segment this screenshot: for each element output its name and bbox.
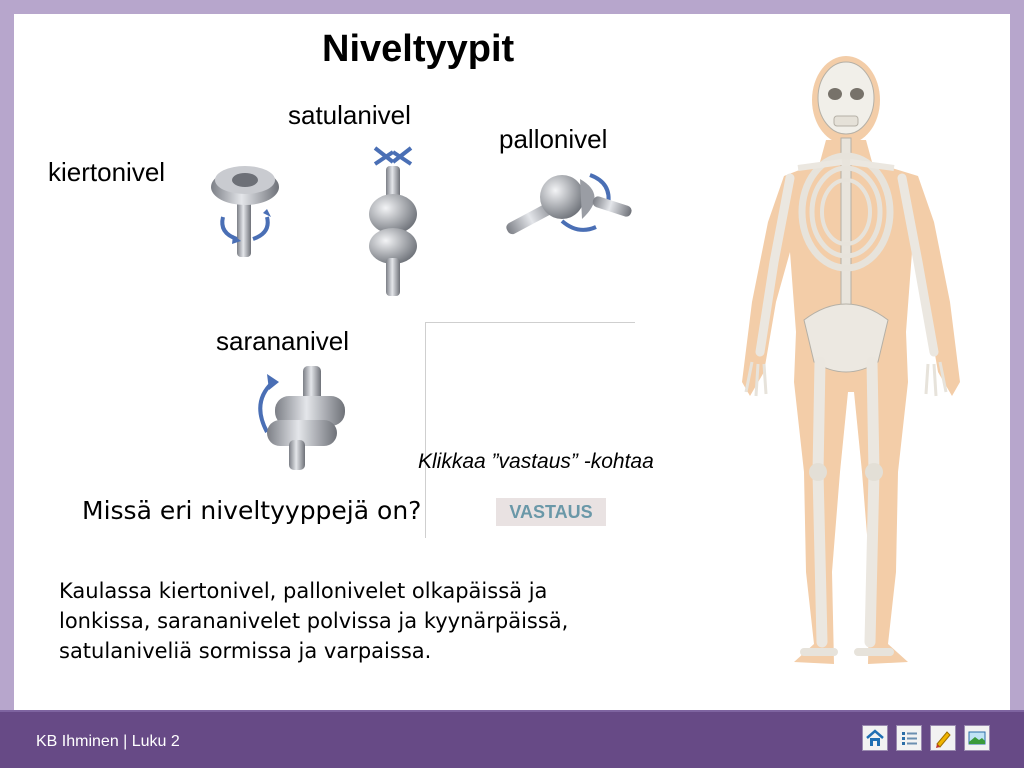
answer-line: Kaulassa kiertonivel, pallonivelet olkapäissä ja [59, 579, 548, 603]
notes-button[interactable] [930, 725, 956, 751]
skeleton-illustration [738, 52, 968, 672]
label-pallonivel: pallonivel [499, 124, 608, 154]
list-icon [897, 726, 921, 750]
placeholder-border-left [425, 322, 426, 538]
hinge-joint-illustration [245, 362, 355, 474]
page-title: Niveltyypit [322, 28, 515, 70]
image-icon [965, 726, 989, 750]
placeholder-border-top [425, 322, 635, 323]
saddle-joint-illustration [355, 140, 435, 300]
answer-line: satulaniveliä sormissa ja varpaissa. [59, 639, 432, 663]
home-button[interactable] [862, 725, 888, 751]
answer-line: lonkissa, sarananivelet polvissa ja kyynärpäissä, [59, 609, 569, 633]
label-satulanivel: satulanivel [288, 100, 411, 130]
gallery-button[interactable] [964, 725, 990, 751]
pivot-joint-illustration [205, 155, 285, 265]
footer-text: KB Ihminen | Luku 2 [36, 733, 180, 750]
question-text: Missä eri niveltyyppejä on? [82, 496, 422, 525]
answer-button[interactable]: VASTAUS [496, 498, 606, 526]
home-icon [863, 726, 887, 750]
answer-text [59, 576, 709, 666]
label-sarananivel: sarananivel [216, 326, 349, 356]
pencil-icon [931, 726, 955, 750]
ball-joint-illustration [500, 165, 640, 245]
instruction-hint: Klikkaa ”vastaus” -kohtaa [418, 450, 654, 473]
footer-bar [0, 710, 1024, 768]
contents-button[interactable] [896, 725, 922, 751]
label-kiertonivel: kiertonivel [48, 157, 166, 187]
